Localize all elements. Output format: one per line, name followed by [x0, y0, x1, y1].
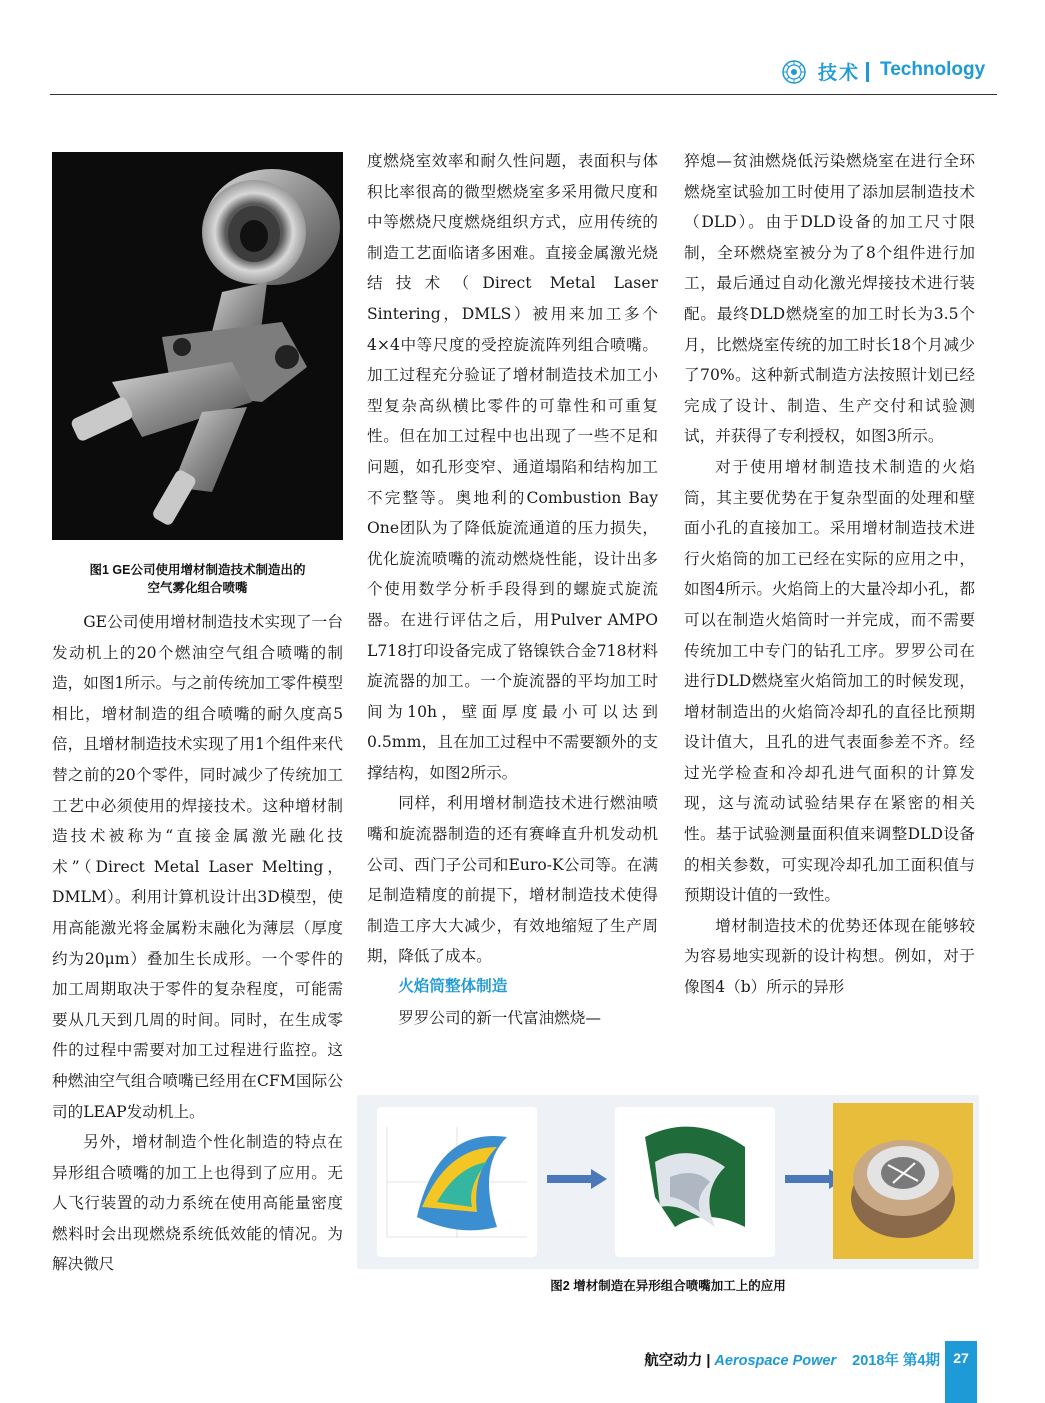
paragraph: 增材制造技术的优势还体现在能够较为容易地实现新的设计构想。例如，对于像图4（b）所示的异形: [684, 916, 975, 997]
swirler-model-plot: [377, 1107, 537, 1257]
figure1-image: [52, 152, 343, 540]
journal-name-en: Aerospace Power: [714, 1353, 837, 1369]
text-column-3: [684, 146, 975, 1003]
text-column-2: [367, 146, 658, 1033]
page-header: [0, 0, 1045, 100]
figure1-caption: [52, 561, 343, 597]
section-subheading: 火焰筒整体制造: [398, 978, 508, 996]
figure2-caption: 图2 增材制造在异形组合喷嘴加工上的应用: [550, 1279, 786, 1293]
issue-label: 2018年 第4期: [852, 1353, 940, 1369]
figure2-image: [357, 1095, 979, 1269]
section-title-cn: 技术: [818, 63, 861, 84]
paragraph: 罗罗公司的新一代富油燃烧—: [398, 1008, 601, 1027]
page-number: 27: [945, 1341, 977, 1403]
swirler-cad-render: [615, 1107, 775, 1257]
arrow-right-icon: [547, 1169, 607, 1189]
journal-footer: [644, 1349, 940, 1370]
paragraph: 另外，增材制造个性化制造的特点在异形组合喷嘴的加工上也得到了应用。无人飞行装置的动力系统在使用高能量密度燃料时会出现燃烧系统低效能的情况。为解决微尺: [52, 1133, 343, 1274]
paragraph: 同样，利用增材制造技术进行燃油喷嘴和旋流器制造的还有赛峰直升机发动机公司、西门子公司和Euro-K公司等。在满足制造精度的前提下，增材制造技术使得制造工序大大减少，有效地缩短了生产周期，降低了成本。: [367, 794, 658, 966]
figure1-caption-line1: 图1 GE公司使用增材制造技术制造出的: [89, 563, 306, 577]
journal-name-cn: 航空动力: [644, 1353, 703, 1369]
section-title-en: Technology: [880, 59, 986, 80]
figure1-caption-line2: 空气雾化组合喷嘴: [147, 581, 248, 595]
paragraph: 度燃烧室效率和耐久性问题，表面积与体积比率很高的微型燃烧室多采用微尺度和中等燃烧尺度燃烧组织方式，应用传统的制造工艺面临诸多困难。直接金属激光烧结技术（Direct Metal Laser Sintering，DMLS）被用来加工多个4×4中等尺度的受控旋流阵列组合喷嘴。加工过程充分验证了增材制造技术加工小型复杂高纵横比零件的可靠性和可重复性。但在加工过程中也出现了一些不足和问题，如孔形变窄、通道塌陷和结构加工不完整等。奥地利的Combustion Bay One团队为了降低旋流通道的压力损失，优化旋流喷嘴的流动燃烧性能，设计出多个使用数学分析手段得到的螺旋式旋流器。在进行评估之后，用Pulver AMPO L718打印设备完成了铬镍铁合金718材料旋流器的加工。一个旋流器的平均加工时间为10h，壁面厚度最小可以达到0.5mm，且在加工过程中不需要额外的支撑结构，如图2所示。: [367, 152, 658, 782]
section-divider: [866, 62, 869, 82]
swirler-printed-photo: [833, 1103, 973, 1259]
paragraph: 猝熄—贫油燃烧低污染燃烧室在进行全环燃烧室试验加工时使用了添加层制造技术（DLD）。由于DLD设备的加工尺寸限制，全环燃烧室被分为了8个组件进行加工，最后通过自动化激光焊接技术进行装配。最终DLD燃烧室的加工时长为3.5个月，比燃烧室传统的加工时长18个月减少了70%。这种新式制造方法按照计划已经完成了设计、制造、生产交付和试验测试，并获得了专利授权，如图3所示。: [684, 152, 975, 446]
footer-divider: |: [706, 1353, 711, 1369]
turbine-icon: [782, 60, 806, 84]
text-column-1: [52, 607, 343, 1280]
header-rule: [50, 94, 997, 95]
paragraph: GE公司使用增材制造技术实现了一台发动机上的20个燃油空气组合喷嘴的制造，如图1所示。与之前传统加工零件模型相比，增材制造的组合喷嘴的耐久度高5倍，且增材制造技术实现了用1个组件来代替之前的20个零件，同时减少了传统加工工艺中必须使用的焊接技术。这种增材制造技术被称为“直接金属激光融化技术”（Direct Metal Laser Melting，DMLM）。利用计算机设计出3D模型，使用高能激光将金属粉末融化为薄层（厚度约为20μm）叠加生长成形。一个零件的加工周期取决于零件的复杂程度，可能需要从几天到几周的时间。同时，在生成零件的过程中需要对加工过程进行监控。这种燃油空气组合喷嘴已经用在CFM国际公司的LEAP发动机上。: [52, 613, 343, 1121]
fuel-nozzle-photo: [52, 152, 343, 540]
paragraph: 对于使用增材制造技术制造的火焰筒，其主要优势在于复杂型面的处理和壁面小孔的直接加工。采用增材制造技术进行火焰筒的加工已经在实际的应用之中，如图4所示。火焰筒上的大量冷却小孔，都可以在制造火焰筒时一并完成，而不需要传统加工中专门的钻孔工序。罗罗公司在进行DLD燃烧室火焰筒加工的时候发现，增材制造出的火焰筒冷却孔的直径比预期设计值大，且孔的进气表面参差不齐。经过光学检查和冷却孔进气面积的计算发现，这与流动试验结果存在紧密的相关性。基于试验测量面积值来调整DLD设备的相关参数，可实现冷却孔加工面积值与预期设计值的一致性。: [684, 457, 975, 905]
